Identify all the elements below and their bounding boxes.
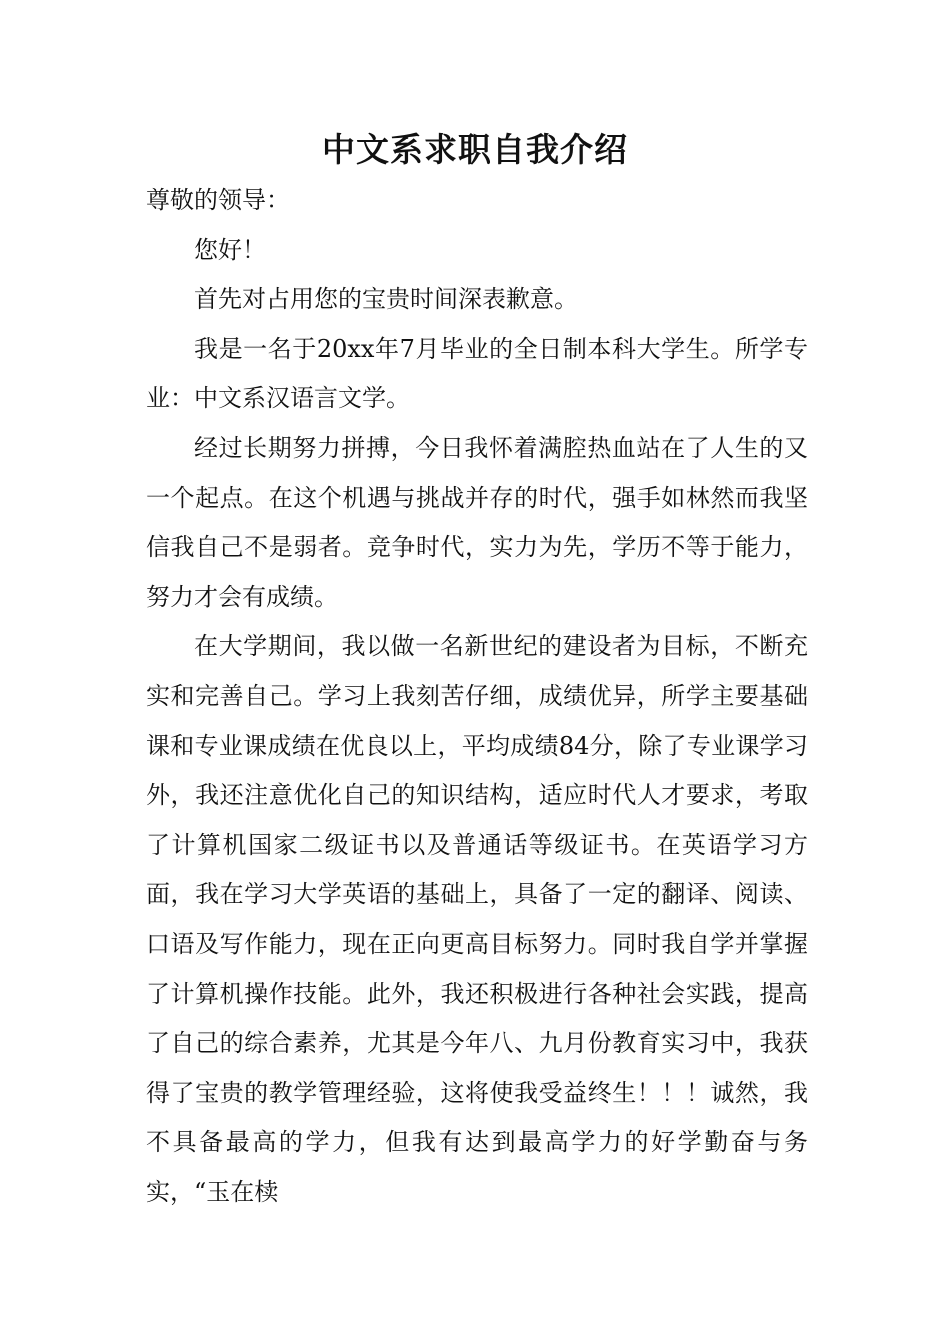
paragraph-motivation: 经过长期努力拼搏，今日我怀着满腔热血站在了人生的又一个起点。在这个机遇与挑战并存的时代，强手如林然而我坚信我自己不是弱者。竞争时代，实力为先，学历不等于能力，努力才会有成绩。 (146, 433, 808, 611)
paragraph-university-experience: 在大学期间，我以做一名新世纪的建设者为目标，不断充实和完善自己。学习上我刻苦仔细，成绩优异，所学主要基础课和专业课成绩在优良以上，平均成绩84分，除了专业课学习外，我还注意优化自己的知识结构，适应时代人才要求，考取了计算机国家二级证书以及普通话等级证书。在英语学习方面，我在学习大学英语的基础上，具备了一定的翻译、阅读、口语及写作能力，现在正向更高目标努力。同时我自学并掌握了计算机操作技能。此外，我还积极进行各种社会实践，提高了自己的综合素养，尤其是今年八、九月份教育实习中，我获得了宝贵的教学管理经验，这将使我受益终生！！！诚然，我不具备最高的学力，但我有达到最高学力的好学勤奋与务实，“玉在椟 (146, 632, 808, 1206)
document-body (146, 176, 808, 1217)
document-title: 中文系求职自我介绍 (322, 130, 628, 169)
greeting: 您好！ (194, 235, 266, 264)
salutation: 尊敬的领导： (146, 186, 290, 214)
paragraph-apology: 首先对占用您的宝贵时间深表歉意。 (194, 285, 578, 314)
paragraph-background: 我是一名于20xx年7月毕业的全日制本科大学生。所学专业：中文系汉语言文学。 (146, 334, 808, 413)
